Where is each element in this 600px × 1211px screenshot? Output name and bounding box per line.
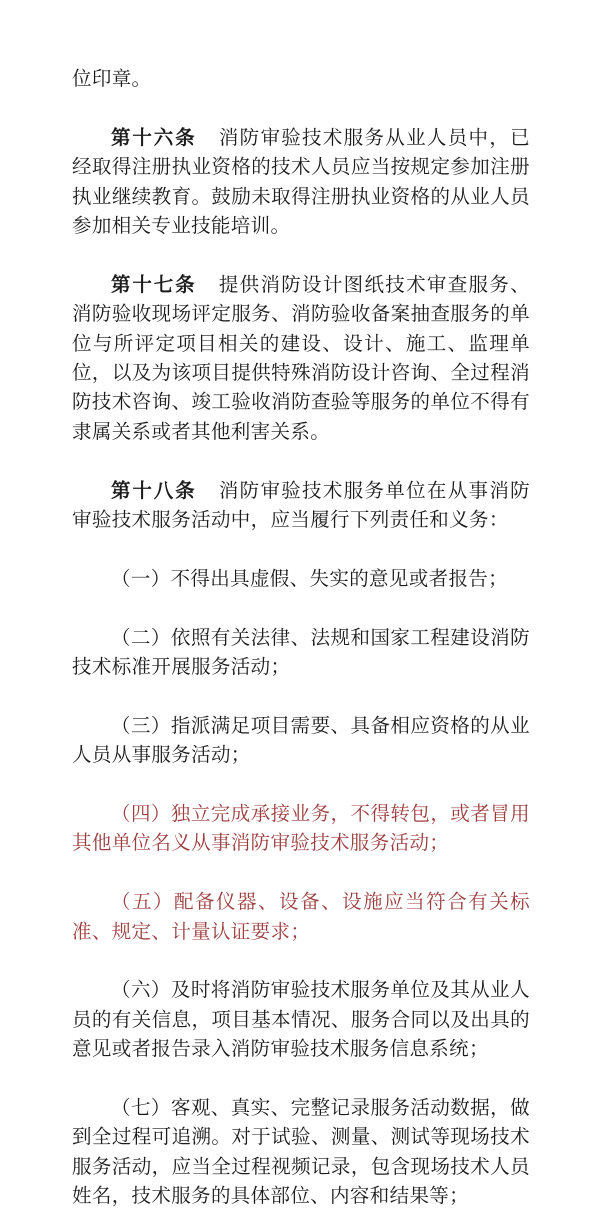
paragraph-spacer (72, 93, 530, 122)
paragraph-text: 消防审验技术服务单位在从事消防审验技术服务活动中，应当履行下列责任和义务： (72, 478, 530, 532)
paragraph-spacer (72, 858, 530, 887)
clause-paragraph (72, 623, 530, 682)
paragraph-text: （六）及时将消防审验技术服务单位及其从业人员的有关信息，项目基本情况、服务合同以及出具的意见或者报告录入消防审验技术服务信息系统； (72, 978, 530, 1061)
document-text-body (72, 64, 530, 1211)
paragraph-text: （五）配备仪器、设备、设施应当符合有关标准、规定、计量认证要求； (72, 890, 530, 943)
clause-paragraph (72, 1093, 530, 1211)
paragraph-text: （一）不得出具虚假、失实的意见或者报告； (111, 566, 509, 590)
continuation-paragraph (72, 64, 530, 93)
paragraph-text: （二）依照有关法律、法规和国家工程建设消防技术标准开展服务活动； (72, 625, 530, 679)
paragraph-text: 消防审验技术服务从业人员中，已经取得注册执业资格的技术人员应当按规定参加注册执业继续教育。鼓励未取得注册执业资格的从业人员参加相关专业技能培训。 (72, 125, 530, 238)
article-number: 第十七条 (111, 272, 197, 296)
paragraph-spacer (72, 446, 530, 475)
paragraph-spacer (72, 1064, 530, 1093)
clause-paragraph (72, 711, 530, 770)
paragraph-text: （三）指派满足项目需要、具备相应资格的从业人员从事服务活动； (72, 713, 530, 767)
paragraph-spacer (72, 534, 530, 563)
paragraph-text: （四）独立完成承接业务，不得转包，或者冒用其他单位名义从事消防审验技术服务活动； (72, 802, 530, 855)
article-paragraph (72, 123, 530, 241)
paragraph-spacer (72, 681, 530, 710)
paragraph-spacer (72, 770, 530, 799)
paragraph-spacer (72, 240, 530, 269)
article-paragraph (72, 476, 530, 535)
paragraph-text: 提供消防设计图纸技术审查服务、消防验收现场评定服务、消防验收备案抽查服务的单位与所评定项目相关的建设、设计、施工、监理单位，以及为该项目提供特殊消防设计咨询、全过程消防技术咨询、竣工验收消防查验等服务的单位不得有隶属关系或者其他利害关系。 (72, 272, 530, 443)
article-number: 第十八条 (111, 478, 197, 502)
article-paragraph (72, 270, 530, 446)
paragraph-text: 位印章。 (72, 67, 152, 90)
paragraph-spacer (72, 946, 530, 975)
clause-paragraph (72, 564, 530, 593)
paragraph-text: （七）客观、真实、完整记录服务活动数据，做到全过程可追溯。对于试验、测量、测试等现场技术服务活动，应当全过程视频记录，包含现场技术人员姓名，技术服务的具体部位、内容和结果等； (72, 1096, 530, 1208)
clause-paragraph (72, 887, 530, 946)
clause-paragraph (72, 799, 530, 858)
clause-paragraph (72, 975, 530, 1063)
article-number: 第十六条 (111, 125, 197, 149)
paragraph-spacer (72, 593, 530, 622)
